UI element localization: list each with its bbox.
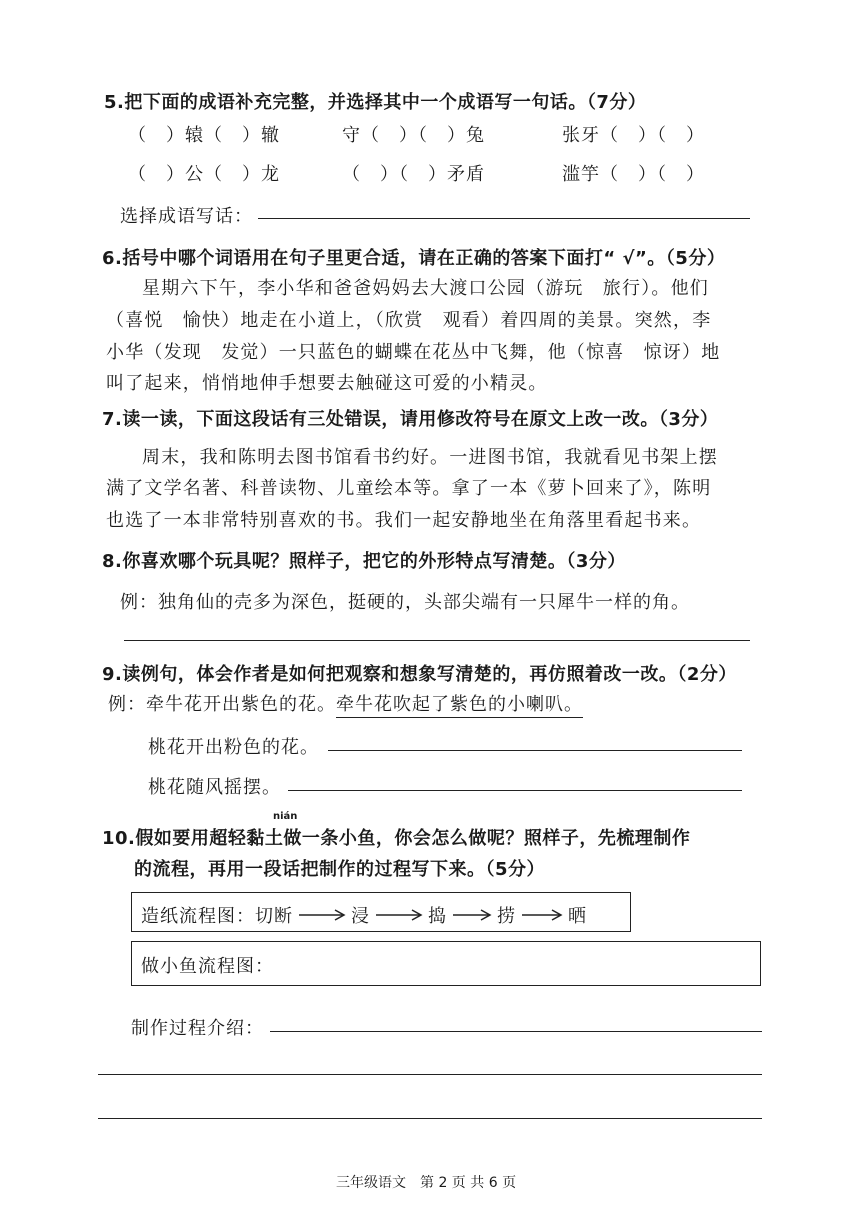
arrow-right-icon	[297, 908, 347, 922]
process-answer-line-1[interactable]	[270, 1031, 762, 1032]
q7-line-3: 也选了一本非常特别喜欢的书。我们一起安静地坐在角落里看起书来。	[106, 510, 702, 531]
fish-flow-box[interactable]	[131, 941, 761, 986]
q5-title: 5.把下面的成语补充完整，并选择其中一个成语写一句话。（7分）	[104, 92, 647, 113]
q9-example	[108, 690, 583, 716]
idiom-blank-4: （ ）公（ ）龙	[128, 164, 280, 185]
q6-line-3: 小华（发现 发觉）一只蓝色的蝴蝶在花丛中飞舞，他（惊喜 惊讶）地	[106, 342, 721, 363]
q10-title-line-2: 的流程，再用一段话把制作的过程写下来。（5分）	[134, 859, 546, 880]
q10-title-part-a: 10.假如要用超轻	[102, 828, 247, 849]
idiom-blank-6: 滥竽（ ）（ ）	[562, 164, 705, 185]
q5-write-label: 选择成语写话：	[120, 206, 253, 227]
q10-title-part-b: 土做一条小鱼，你会怎么做呢？照样子，先梳理制作	[264, 828, 691, 849]
q10-title-line-1	[102, 824, 690, 850]
process-label: 制作过程介绍：	[131, 1018, 264, 1039]
q8-answer-line[interactable]	[124, 640, 750, 641]
arrow-right-icon	[520, 908, 564, 922]
arrow-right-icon	[451, 908, 493, 922]
q9-example-answer: 牵牛花吹起了紫色的小喇叭。	[336, 694, 583, 718]
q9-answer-line-1[interactable]	[328, 750, 742, 751]
q10-title-char: 黏	[246, 828, 265, 849]
q6-line-1: 星期六下午，李小华和爸爸妈妈去大渡口公园（游玩 旅行）。他们	[142, 278, 709, 299]
idiom-blank-1: （ ）辕（ ）辙	[128, 125, 280, 146]
process-answer-line-3[interactable]	[98, 1118, 762, 1119]
q9-answer-line-2[interactable]	[288, 790, 742, 791]
pinyin-nian: nián	[273, 811, 298, 822]
q5-answer-line[interactable]	[258, 218, 750, 219]
paper-flow-label: 造纸流程图：	[141, 906, 255, 927]
q9-title: 9.读例句，体会作者是如何把观察和想象写清楚的，再仿照着改一改。（2分）	[102, 664, 737, 685]
paper-flow-step-2: 浸	[351, 906, 370, 927]
page-footer: 三年级语文 第 2 页 共 6 页	[336, 1175, 517, 1191]
q7-line-1: 周末，我和陈明去图书馆看书约好。一进图书馆，我就看见书架上摆	[142, 447, 718, 468]
q8-title: 8.你喜欢哪个玩具呢？照样子，把它的外形特点写清楚。（3分）	[102, 551, 626, 572]
q9-item-1: 桃花开出粉色的花。	[148, 737, 319, 758]
paper-flow-step-5: 晒	[568, 906, 587, 927]
q7-line-2: 满了文学名著、科普读物、儿童绘本等。拿了一本《萝卜回来了》，陈明	[106, 478, 712, 499]
q9-item-2: 桃花随风摇摆。	[148, 777, 281, 798]
paper-flow-step-4: 捞	[497, 906, 516, 927]
paper-flow-box	[131, 892, 631, 932]
arrow-right-icon	[374, 908, 424, 922]
idiom-blank-2: 守（ ）（ ）兔	[342, 125, 485, 146]
q6-title: 6.括号中哪个词语用在句子里更合适，请在正确的答案下面打“ √”。（5分）	[102, 248, 726, 269]
q7-title: 7.读一读，下面这段话有三处错误，请用修改符号在原文上改一改。（3分）	[102, 409, 719, 430]
q8-example: 例：独角仙的壳多为深色，挺硬的，头部尖端有一只犀牛一样的角。	[120, 592, 690, 613]
q9-example-prefix: 例：牵牛花开出紫色的花。	[108, 694, 336, 715]
paper-flow-step-3: 捣	[428, 906, 447, 927]
idiom-blank-3: 张牙（ ）（ ）	[562, 125, 705, 146]
idiom-blank-5: （ ）（ ）矛盾	[342, 164, 485, 185]
q6-line-4: 叫了起来，悄悄地伸手想要去触碰这可爱的小精灵。	[106, 373, 548, 394]
process-answer-line-2[interactable]	[98, 1074, 762, 1075]
fish-flow-label: 做小鱼流程图：	[141, 956, 274, 977]
q6-line-2: （喜悦 愉快）地走在小道上，（欣赏 观看）着四周的美景。突然，李	[106, 310, 712, 331]
paper-flow-step-1: 切断	[255, 906, 293, 927]
paper-flow-content	[141, 902, 587, 928]
